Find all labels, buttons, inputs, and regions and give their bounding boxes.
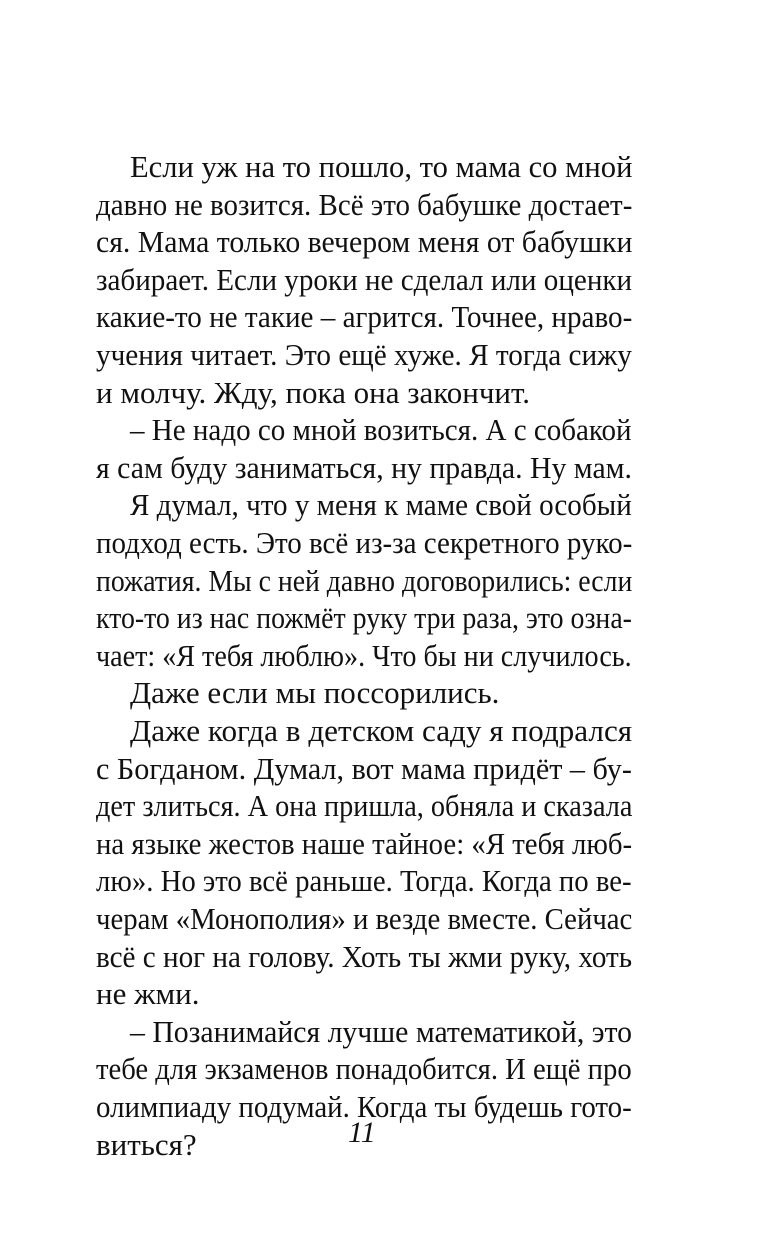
text-line: виться? <box>96 1126 197 1162</box>
text-line: Даже если мы поссорились. <box>130 675 500 711</box>
text-line: с Богданом. Думал, вот мама придёт – бу- <box>96 750 632 786</box>
text-line: Я думал, что у меня к маме свой особый <box>130 487 632 523</box>
text-line: какие-то не такие – агрится. Точнее, нраво- <box>96 299 633 335</box>
text-line: подход есть. Это всё из-за секретного руко- <box>96 525 633 560</box>
text-line: на языке жестов наше тайное: «Я тебя люб- <box>96 825 633 861</box>
text-line: я сам буду заниматься, ну правда. Ну мам. <box>96 449 632 485</box>
text-line: и молчу. Жду, пока она закончит. <box>96 374 530 410</box>
text-line: чает: «Я тебя люблю». Что бы ни случилось. <box>96 637 632 673</box>
text-line: давно не возится. Всё это бабушке достает- <box>96 186 633 222</box>
text-line: забирает. Если уроки не сделал или оценки <box>96 261 633 297</box>
text-line: тебе для экзаменов понадобится. И ещё про <box>96 1051 632 1087</box>
text-line: ся. Мама только вечером меня от бабушки <box>96 224 633 260</box>
text-line: черам «Монополия» и везде вместе. Сейчас <box>96 901 633 936</box>
text-line: кто-то из нас пожмёт руку три раза, это озна- <box>96 600 632 636</box>
text-line: олимпиаду подумай. Когда ты будешь гото- <box>96 1089 632 1124</box>
text-line: не жми. <box>96 976 200 1012</box>
text-line: учения читает. Это ещё хуже. Я тогда сижу <box>96 337 632 372</box>
page-number: 11 <box>348 1116 376 1149</box>
text-line: дет злиться. А она пришла, обняла и сказала <box>96 788 633 824</box>
text-line: Если уж на то пошло, то мама со мной <box>130 149 633 184</box>
text-line: лю». Но это всё раньше. Тогда. Когда по ве- <box>96 863 632 899</box>
text-line: пожатия. Мы с ней давно договорились: если <box>96 562 633 598</box>
text-line: Даже когда в детском саду я подрался <box>130 713 633 748</box>
text-line: всё с ног на голову. Хоть ты жми руку, хоть <box>96 938 633 974</box>
text-line: – Позанимайся лучше математикой, это <box>130 1013 632 1049</box>
text-line: – Не надо со мной возиться. А с собакой <box>130 412 632 448</box>
